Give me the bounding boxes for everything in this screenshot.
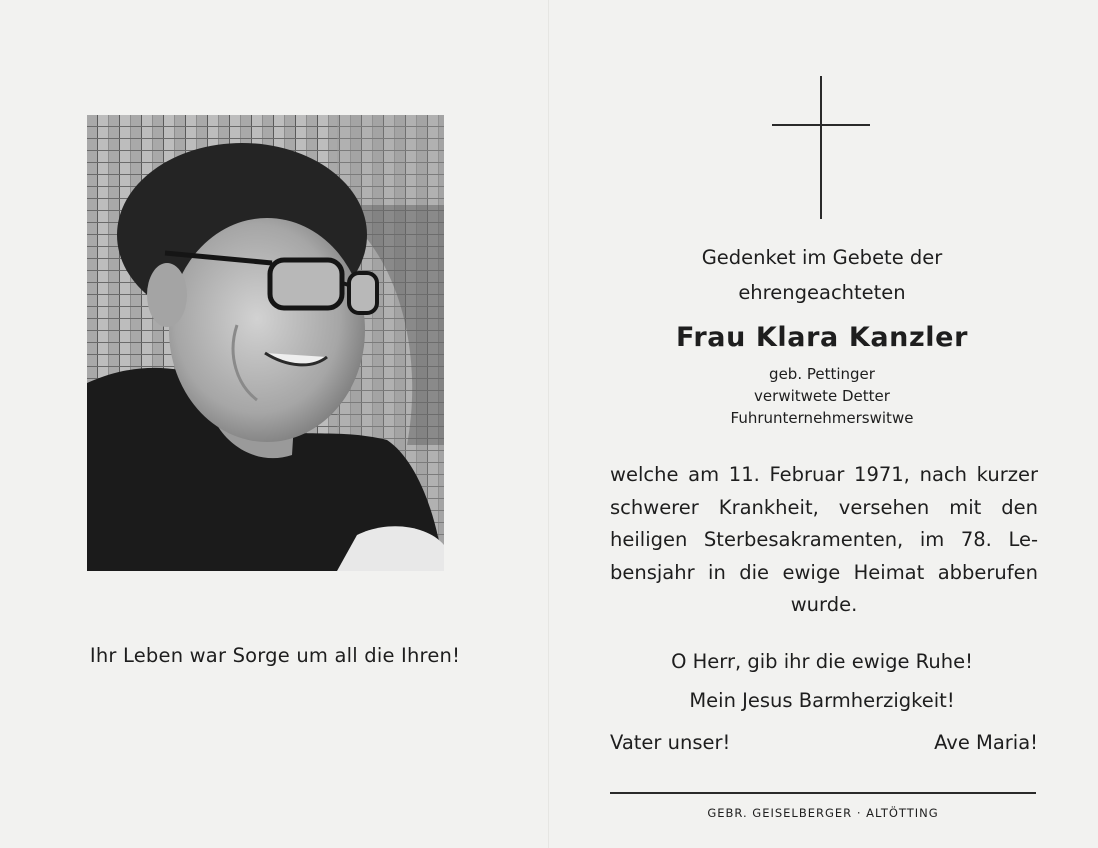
body-line: schwerer Krankheit, versehen mit den — [610, 495, 1038, 519]
printer-imprint: GEBR. GEISELBERGER · ALTÖTTING — [707, 806, 939, 820]
occupation: Fuhrunternehmerswitwe — [730, 409, 914, 427]
birth-name: geb. Pettinger — [769, 365, 875, 383]
card-fold — [548, 0, 549, 848]
prayer-line-2: Mein Jesus Barmherzigkeit! — [689, 689, 955, 712]
cross-icon — [770, 76, 874, 220]
body-line: bensjahr in die ewige Heimat abberufen — [610, 560, 1038, 584]
deceased-name: Frau Klara Kanzler — [676, 322, 968, 353]
widow-of: verwitwete Detter — [754, 387, 890, 405]
motto-text: Ihr Leben war Sorge um all die Ihren! — [89, 644, 461, 667]
prayer-line-1: O Herr, gib ihr die ewige Ruhe! — [671, 650, 973, 673]
body-text — [610, 459, 1038, 622]
prayer-vater-unser: Vater unser! — [610, 731, 731, 754]
intro-line-2: ehrengeachteten — [738, 281, 906, 304]
body-line: wurde. — [790, 593, 858, 616]
prayer-ave-maria: Ave Maria! — [934, 731, 1038, 754]
body-line: heiligen Sterbesakramenten, im 78. Le- — [610, 528, 1038, 551]
portrait-photo — [87, 115, 444, 571]
divider-rule — [610, 792, 1036, 794]
body-line: welche am 11. Februar 1971, nach kurzer — [610, 463, 1038, 486]
intro-line-1: Gedenket im Gebete der — [701, 246, 943, 269]
